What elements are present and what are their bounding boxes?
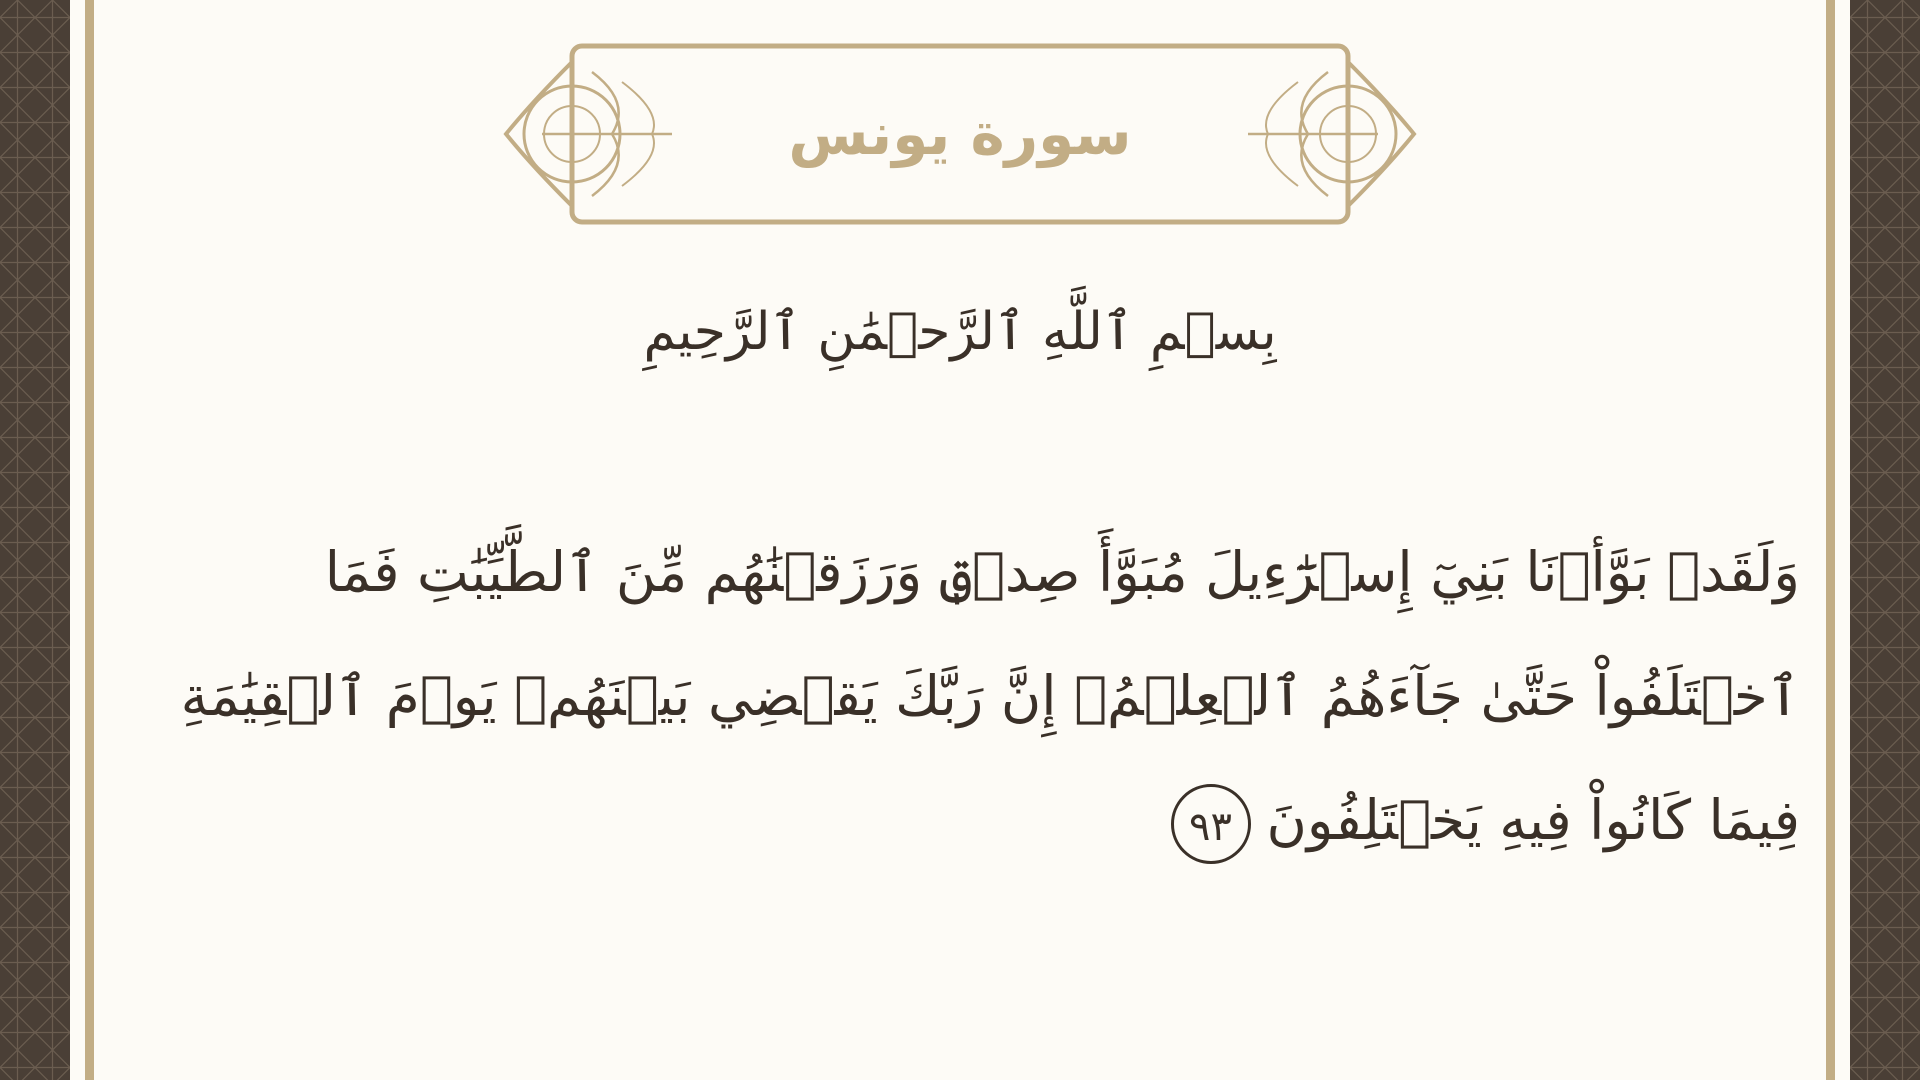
geometric-pattern-icon [0, 0, 70, 1080]
basmala: بِسۡمِ ٱللَّهِ ٱلرَّحۡمَٰنِ ٱلرَّحِيمِ [643, 302, 1277, 362]
verse-line-3 [300, 758, 1800, 882]
verse-line-2: ٱخۡتَلَفُواْ حَتَّىٰ جَآءَهُمُ ٱلۡعِلۡمُۚ إِنَّ رَبَّكَ يَقۡضِي بَيۡنَهُمۡ يَوۡمَ ٱلۡقِيَٰمَةِ [180, 664, 1800, 728]
ayah-number-badge: ٩٣ [1171, 784, 1251, 864]
left-pattern-border [0, 0, 70, 1080]
verse-line-3-text: فِيمَا كَانُواْ فِيهِ يَخۡتَلِفُونَ [1266, 788, 1800, 852]
verse-text [180, 510, 1800, 882]
left-gold-bar [85, 0, 94, 1080]
geometric-pattern-icon [1850, 0, 1920, 1080]
surah-title: سورة يونس [788, 100, 1132, 168]
surah-banner [502, 42, 1418, 226]
right-pattern-border [1850, 0, 1920, 1080]
right-gold-bar [1826, 0, 1835, 1080]
verse-line-1: وَلَقَدۡ بَوَّأۡنَا بَنِيٓ إِسۡرَٰٓءِيلَ مُبَوَّأَ صِدۡقٖ وَرَزَقۡنَٰهُم مِّنَ ٱلطَّيِّبَٰتِ فَمَا [324, 540, 1800, 604]
